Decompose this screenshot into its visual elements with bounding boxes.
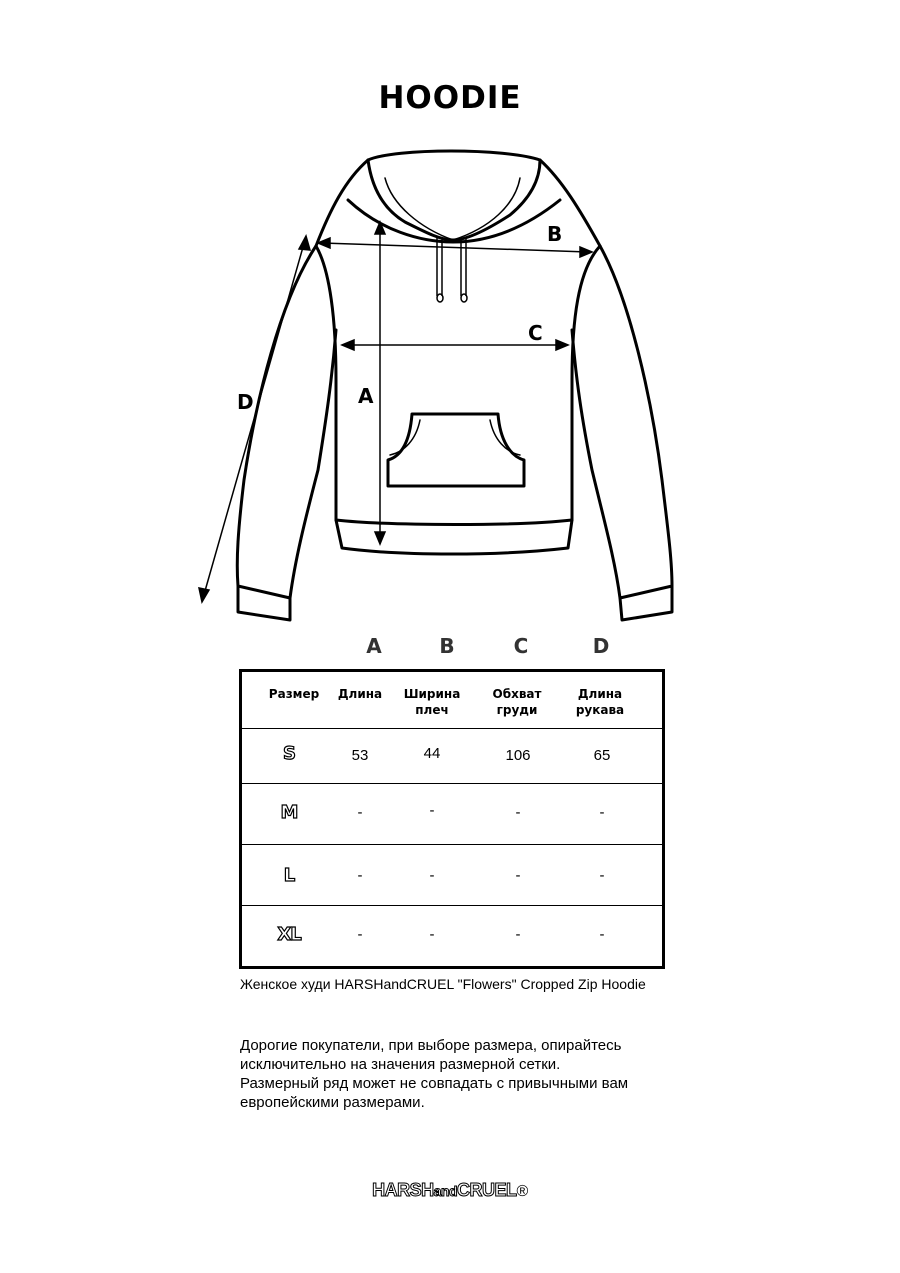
size-badge-m: M <box>280 802 298 823</box>
registered-mark: ® <box>516 1183 528 1200</box>
dimension-label-a: A <box>358 384 374 408</box>
table-row: XL - - - - <box>242 906 662 966</box>
page-title: HOODIE <box>378 80 522 116</box>
product-caption: Женское худи HARSHandCRUEL "Flowers" Cropped Zip Hoodie <box>240 976 646 992</box>
header-length: Длина <box>337 687 383 701</box>
size-note: Дорогие покупатели, при выборе размера, опирайтесь исключительно на значения размерной сетки. Размерный ряд может не совпадать с привычными вам европейскими размерами. <box>240 1037 629 1111</box>
table-row: S 53 44 106 65 <box>242 729 662 783</box>
header-size: Размер <box>268 687 320 701</box>
kangaroo-pocket <box>388 414 524 486</box>
size-badge-xl: XL <box>277 924 301 945</box>
dimension-label-d: D <box>237 390 254 414</box>
table-row: M - - - - <box>242 784 662 844</box>
header-shoulder: Ширина плеч <box>403 687 461 717</box>
column-letter-d: D <box>592 634 610 658</box>
header-chest: Обхват груди <box>492 687 542 717</box>
dimension-label-c: C <box>528 321 543 345</box>
column-letter-a: A <box>366 634 382 658</box>
size-table <box>239 669 665 969</box>
left-sleeve <box>237 246 336 598</box>
size-badge-s: S <box>283 743 295 764</box>
brand-logo: HARSHandCRUEL® <box>372 1180 528 1200</box>
dimension-label-b: B <box>547 222 563 246</box>
body-left <box>316 246 336 520</box>
table-header-row <box>242 672 662 728</box>
waistband <box>336 520 572 554</box>
header-sleeve: Длина рукава <box>575 687 625 717</box>
table-row: L - - - - <box>242 845 662 905</box>
column-letter-c: C <box>513 634 529 658</box>
size-badge-l: L <box>283 865 295 886</box>
column-letter-b: B <box>439 634 455 658</box>
right-sleeve <box>572 246 672 598</box>
